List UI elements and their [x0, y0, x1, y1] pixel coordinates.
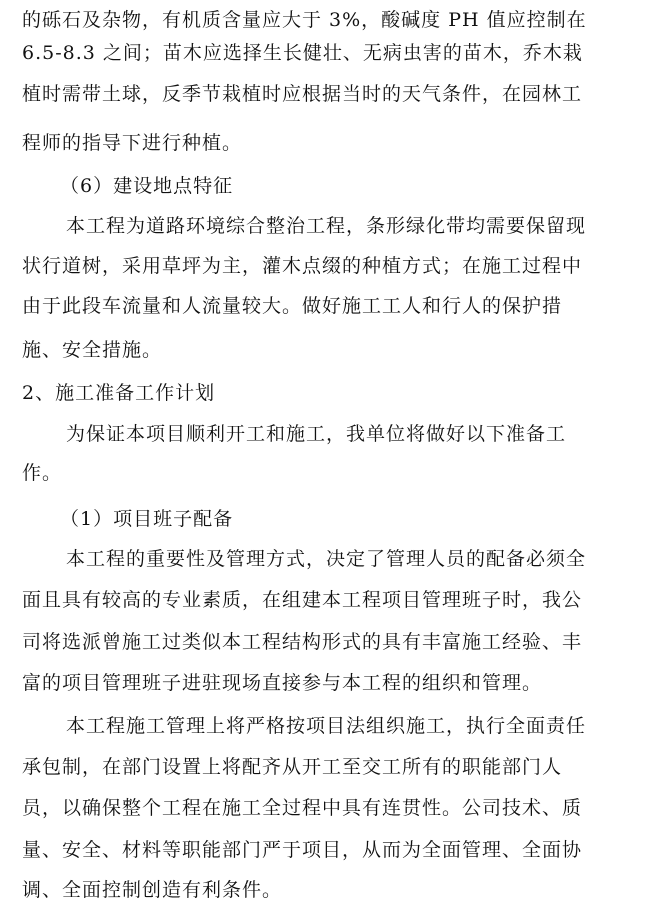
text-line: 富的项目管理班子进驻现场直接参与本工程的组织和管理。 — [22, 672, 543, 694]
section-heading: 2、施工准备工作计划 — [22, 382, 216, 404]
text-line: 面且具有较高的专业素质，在组建本工程项目管理班子时，我公 — [22, 589, 583, 611]
text-line: 植时需带土球，反季节栽植时应根据当时的天气条件，在园林工 — [22, 83, 583, 105]
section-heading: （1）项目班子配备 — [60, 508, 234, 530]
text-line: 作。 — [22, 462, 63, 484]
text-line: 量、安全、材料等职能部门严于项目，从而为全面管理、全面协 — [22, 839, 583, 861]
text-line: 调、全面控制创造有利条件。 — [22, 879, 283, 901]
text-line: 员，以确保整个工程在施工全过程中具有连贯性。公司技术、质 — [22, 797, 583, 819]
text-line: 本工程施工管理上将严格按项目法组织施工，执行全面责任 — [66, 715, 587, 737]
text-line: 承包制，在部门设置上将配齐从开工至交工所有的职能部门人 — [22, 756, 563, 778]
text-line: 司将选派曾施工过类似本工程结构形式的具有丰富施工经验、丰 — [22, 631, 583, 653]
text-line: 为保证本项目顺利开工和施工，我单位将做好以下准备工 — [66, 423, 567, 445]
text-line: 本工程为道路环境综合整治工程，条形绿化带均需要保留现 — [66, 215, 587, 237]
section-heading: （6）建设地点特征 — [60, 175, 234, 197]
text-line: 6.5-8.3 之间；苗木应选择生长健壮、无病虫害的苗木，乔木栽 — [22, 42, 583, 64]
text-line: 由于此段车流量和人流量较大。做好施工工人和行人的保护措 — [22, 295, 563, 317]
text-line: 的砾石及杂物，有机质含量应大于 3%，酸碱度 PH 值应控制在 — [22, 9, 587, 31]
text-line: 状行道树，采用草坪为主，灌木点缀的种植方式；在施工过程中 — [22, 255, 583, 277]
text-line: 程师的指导下进行种植。 — [22, 132, 243, 154]
text-line: 本工程的重要性及管理方式，决定了管理人员的配备必须全 — [66, 548, 587, 570]
text-line: 施、安全措施。 — [22, 339, 163, 361]
